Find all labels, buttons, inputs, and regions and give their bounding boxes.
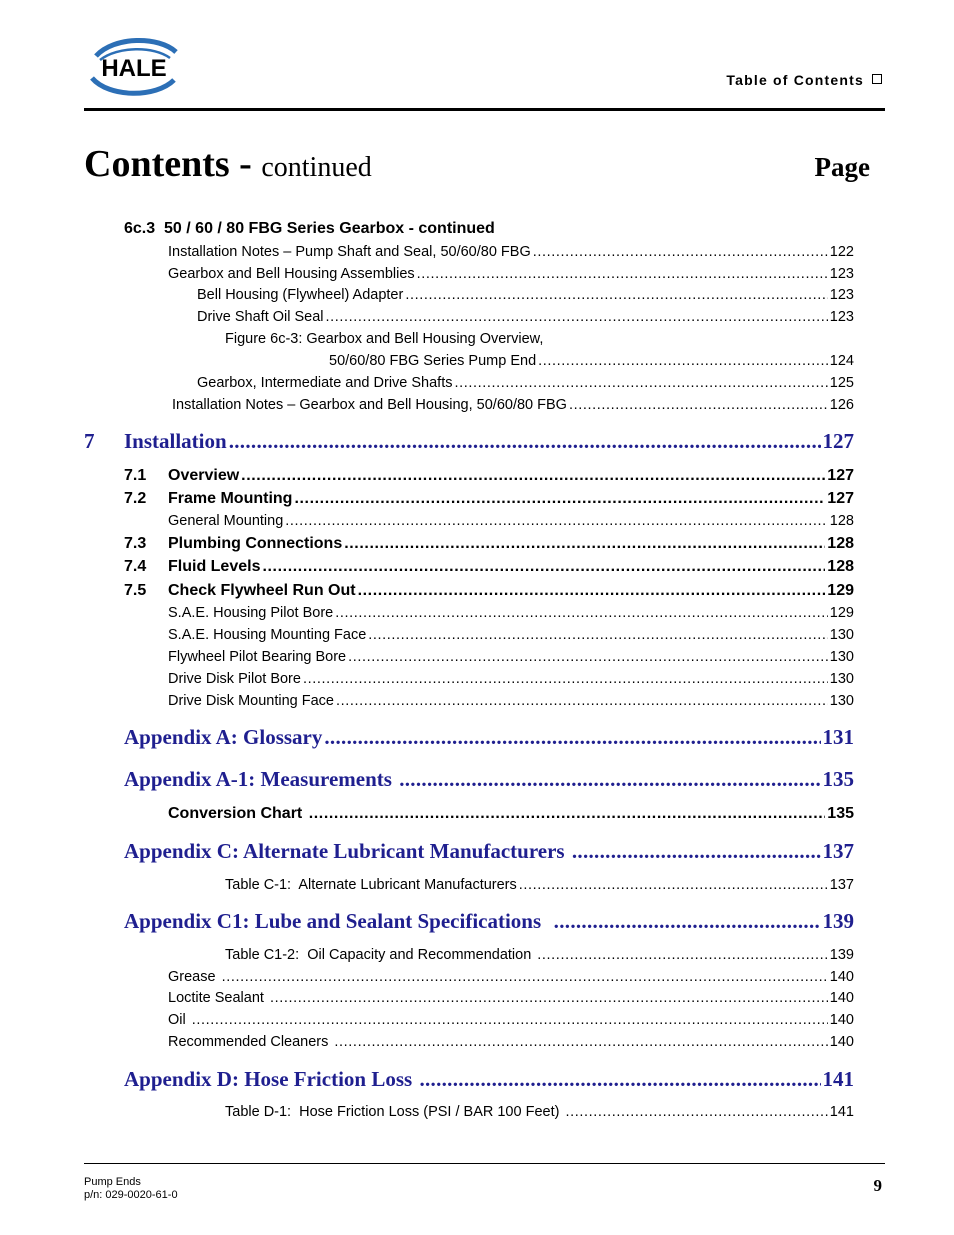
toc-entry[interactable]: Frame Mounting ..... 127 (168, 490, 854, 508)
header-rule (84, 108, 885, 111)
toc-entry[interactable]: Gearbox, Intermediate and Drive Shafts ..... 125 (197, 375, 854, 391)
appendix-entry[interactable]: Appendix C1: Lube and Sealant Specifications ..... 139 (124, 909, 854, 934)
toc-entry[interactable]: S.A.E. Housing Mounting Face ..... 130 (168, 627, 854, 643)
toc-entry[interactable]: Fluid Levels ..... 128 (168, 558, 854, 576)
section-6c3-heading: 6c.3 50 / 60 / 80 FBG Series Gearbox - continued (124, 220, 495, 237)
toc-entry[interactable]: Oil ..... 140 (168, 1012, 854, 1028)
appendix-entry[interactable]: Appendix C: Alternate Lubricant Manufacturers ..... 137 (124, 839, 854, 864)
toc-entry[interactable]: Table C-1: Alternate Lubricant Manufacturers ..... 137 (225, 877, 854, 893)
page-title: Contents - continued (84, 143, 372, 185)
toc-entry[interactable]: Drive Disk Mounting Face ..... 130 (168, 693, 854, 709)
toc-entry[interactable]: Drive Disk Pilot Bore ..... 130 (168, 671, 854, 687)
toc-entry-line1[interactable]: Figure 6c-3: Gearbox and Bell Housing Overview, (225, 331, 544, 347)
toc-entry[interactable]: Loctite Sealant ..... 140 (168, 990, 854, 1006)
toc-entry[interactable]: Table C1-2: Oil Capacity and Recommendation ..... 139 (225, 947, 854, 963)
toc-entry[interactable]: S.A.E. Housing Pilot Bore ..... 129 (168, 605, 854, 621)
toc-entry[interactable]: Flywheel Pilot Bearing Bore ..... 130 (168, 649, 854, 665)
toc-entry[interactable]: Grease ..... 140 (168, 969, 854, 985)
toc-entry[interactable]: Installation Notes – Pump Shaft and Seal, 50/60/80 FBG ..... 122 (168, 244, 854, 260)
toc-entry[interactable]: 50/60/80 FBG Series Pump End ..... 124 (329, 353, 854, 369)
section-number: 7.1 (124, 467, 147, 484)
toc-entry[interactable]: Recommended Cleaners ..... 140 (168, 1034, 854, 1050)
toc-entry[interactable]: Overview ..... 127 (168, 467, 854, 485)
section-number: 7.5 (124, 582, 147, 599)
footer-doc-info: Pump Ends p/n: 029-0020-61-0 (84, 1176, 178, 1201)
appendix-entry[interactable]: Appendix A: Glossary ..... 131 (124, 725, 854, 750)
page-column-heading: Page (814, 152, 870, 182)
toc-entry[interactable]: Drive Shaft Oil Seal ..... 123 (197, 309, 854, 325)
toc-entry[interactable]: General Mounting ..... 128 (168, 513, 854, 529)
chapter-number: 7 (84, 429, 95, 453)
section-number: 7.3 (124, 535, 147, 552)
svg-text:HALE: HALE (101, 55, 167, 82)
toc-entry[interactable]: Plumbing Connections ..... 128 (168, 535, 854, 553)
toc-entry[interactable]: Bell Housing (Flywheel) Adapter ..... 123 (197, 287, 854, 303)
section-label: Table of Contents (726, 72, 864, 88)
section-number: 7.2 (124, 490, 147, 507)
footer-rule (84, 1163, 885, 1164)
toc-entry[interactable]: Table D-1: Hose Friction Loss (PSI / BAR 100 Feet) ..... 141 (225, 1104, 854, 1120)
toc-entry[interactable]: Installation Notes – Gearbox and Bell Housing, 50/60/80 FBG ..... 126 (172, 397, 854, 413)
checkbox-glyph-icon (872, 74, 882, 84)
toc-entry[interactable]: Gearbox and Bell Housing Assemblies ..... 123 (168, 266, 854, 282)
appendix-entry[interactable]: Appendix D: Hose Friction Loss ..... 141 (124, 1067, 854, 1092)
toc-entry[interactable]: Check Flywheel Run Out ..... 129 (168, 582, 854, 600)
chapter-entry[interactable]: Installation ..... 127 (124, 429, 854, 454)
hale-logo (84, 34, 184, 100)
page-number: 9 (873, 1176, 882, 1195)
running-header (726, 72, 882, 88)
section-number: 7.4 (124, 558, 147, 575)
appendix-entry[interactable]: Appendix A-1: Measurements ..... 135 (124, 767, 854, 792)
toc-entry[interactable]: Conversion Chart ..... 135 (168, 805, 854, 823)
